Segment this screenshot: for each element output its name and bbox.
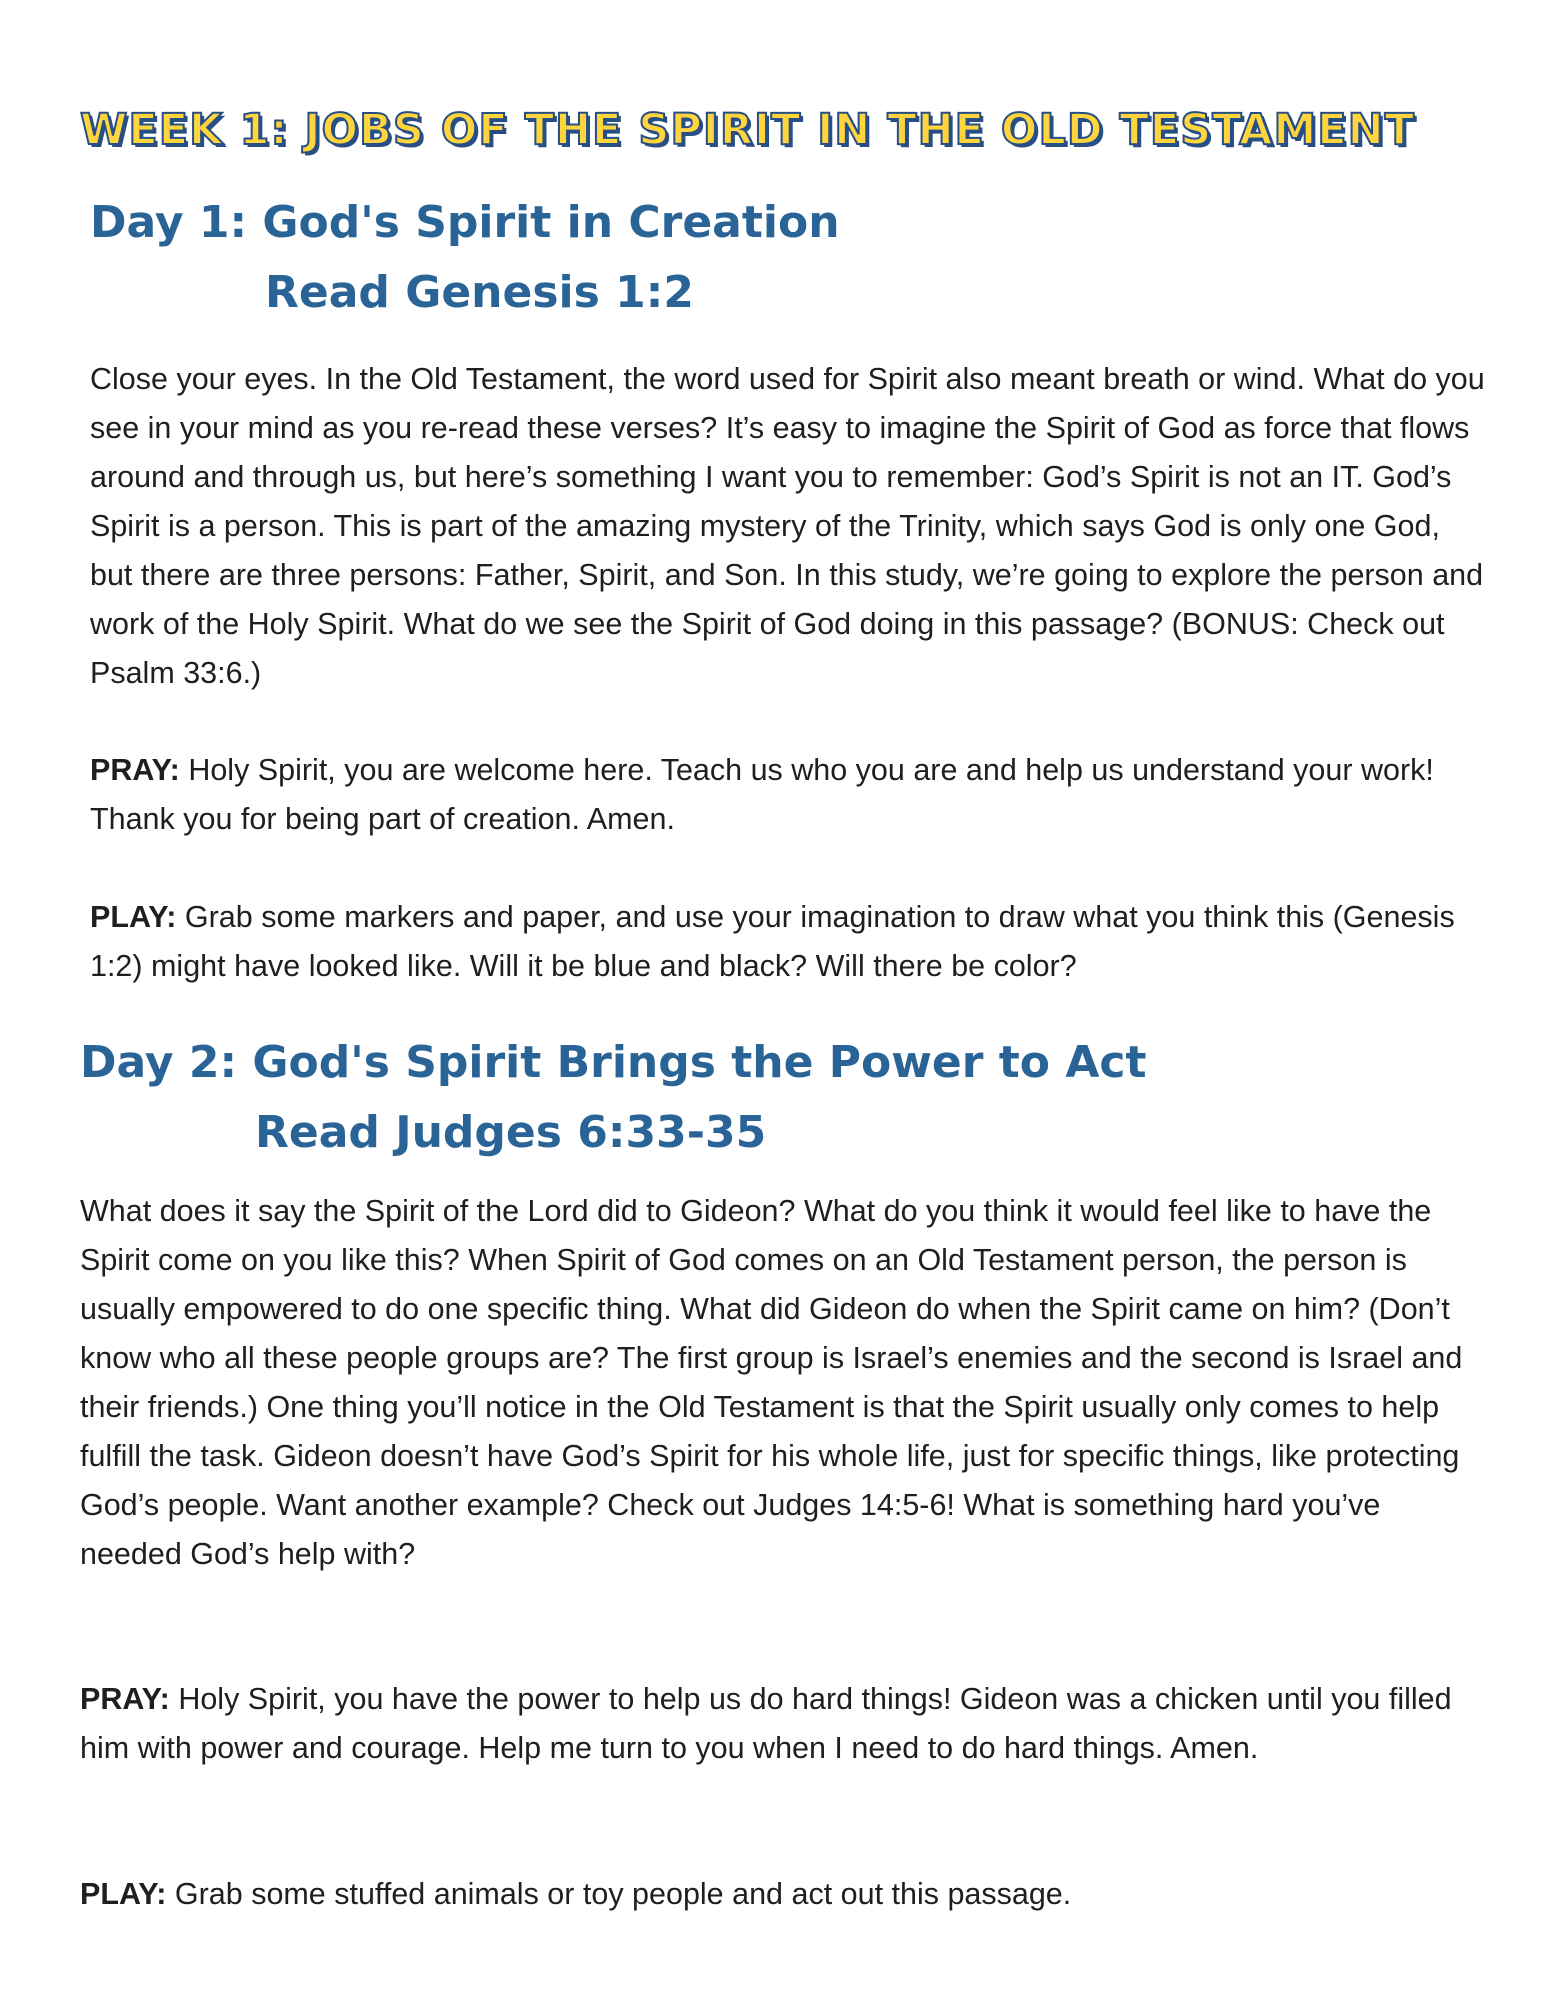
- day1-play-paragraph: [90, 893, 1490, 991]
- week-title: WEEK 1: JOBS OF THE SPIRIT IN THE OLD TESTAMENT: [80, 105, 1415, 155]
- day2-body-paragraph: What does it say the Spirit of the Lord did to Gideon? What do you think it would feel like to have the Spirit come on you like this? When Spirit of God comes on an Old Testament person, the person is usually empowered to do one specific thing. What did Gideon do when the Spirit came on him? (Don’t know who all these people groups are? The first group is Israel’s enemies and the second is Israel and their friends.) One thing you’ll notice in the Old Testament is that the Spirit usually only comes to help fulfill the task. Gideon doesn’t have God’s Spirit for his whole life, just for specific things, like protecting God’s people. Want another example? Check out Judges 14:5-6! What is something hard you’ve needed God’s help with?: [80, 1194, 1463, 1571]
- day1-pray-label: PRAY:: [90, 753, 180, 787]
- day1-pray-text: Holy Spirit, you are welcome here. Teach us who you are and help us understand your work! Thank you for being part of creation. Amen.: [90, 753, 1434, 836]
- day1-pray-paragraph: [90, 746, 1490, 844]
- day2-play-label: PLAY:: [80, 1877, 167, 1911]
- day2-pray-paragraph: [80, 1675, 1490, 1773]
- day1-play-label: PLAY:: [90, 900, 177, 934]
- day1-heading: Day 1: God's Spirit in Creation: [90, 197, 840, 248]
- day2-pray-text: Holy Spirit, you have the power to help us do hard things! Gideon was a chicken until you filled him with power and courage. Help me turn to you when I need to do hard things. Amen.: [80, 1682, 1452, 1765]
- day2-play-text: Grab some stuffed animals or toy people and act out this passage.: [166, 1877, 1072, 1911]
- day2-heading: Day 2: God's Spirit Brings the Power to Act: [80, 1037, 1147, 1088]
- day2-reading-reference: Read Judges 6:33-35: [255, 1107, 767, 1158]
- day1-play-text: Grab some markers and paper, and use your imagination to draw what you think this (Genesis 1:2) might have looked like. Will it be blue and black? Will there be color?: [90, 900, 1455, 983]
- day1-body-paragraph: Close your eyes. In the Old Testament, the word used for Spirit also meant breath or wind. What do you see in your mind as you re-read these verses? It’s easy to imagine the Spirit of God as force that flows around and through us, but here’s something I want you to remember: God’s Spirit is not an IT. God’s Spirit is a person. This is part of the amazing mystery of the Trinity, which says God is only one God, but there are three persons: Father, Spirit, and Son. In this study, we’re going to explore the person and work of the Holy Spirit. What do we see the Spirit of God doing in this passage? (BONUS: Check out Psalm 33:6.): [90, 362, 1485, 690]
- day2-pray-label: PRAY:: [80, 1682, 170, 1716]
- day2-play-paragraph: [80, 1870, 1490, 1919]
- day1-reading-reference: Read Genesis 1:2: [265, 267, 694, 318]
